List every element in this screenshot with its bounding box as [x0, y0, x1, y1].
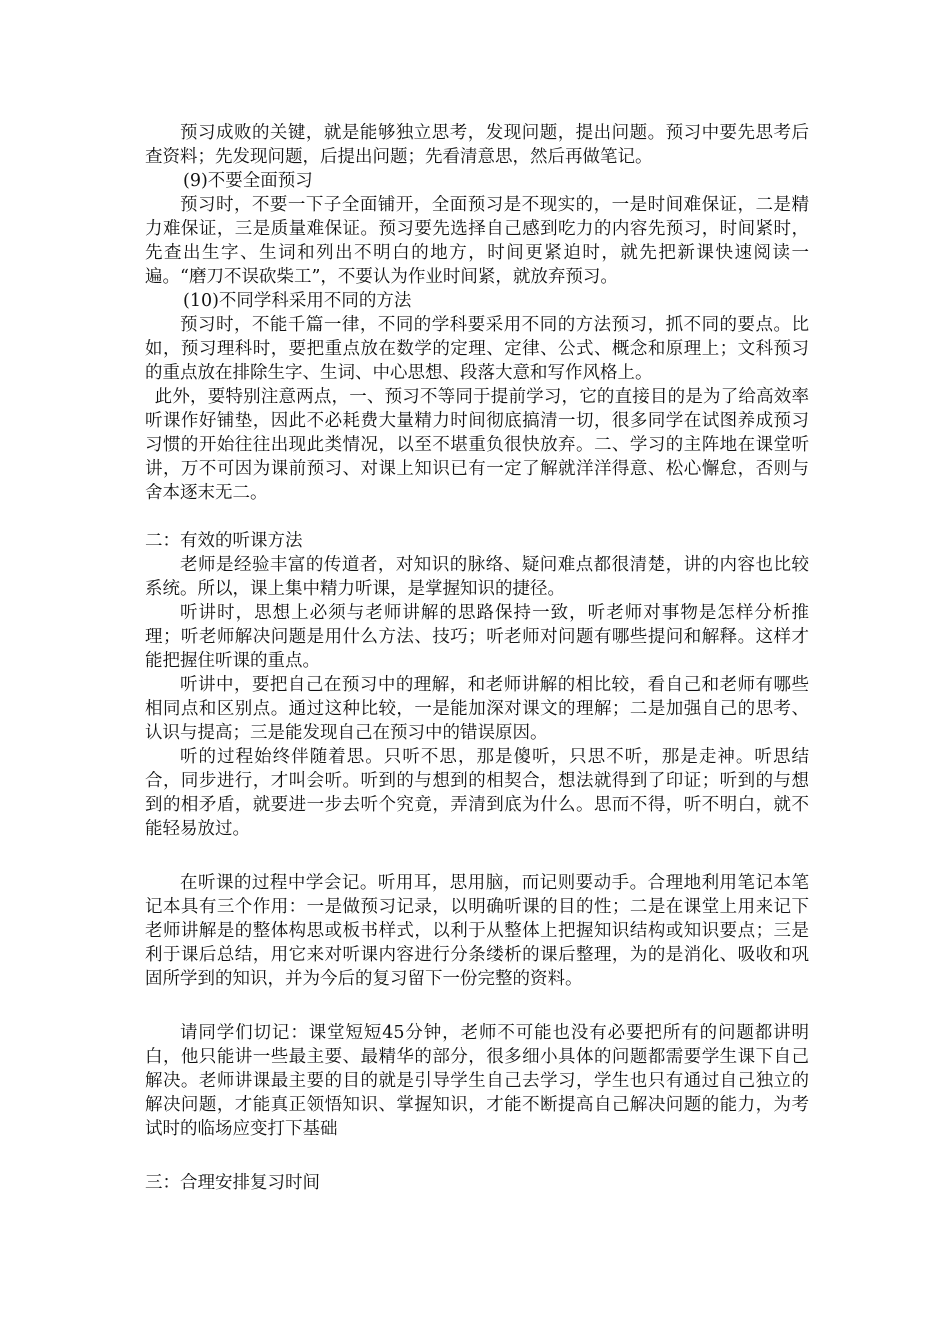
subheading-10: (10)不同学科采用不同的方法 [183, 291, 412, 311]
paragraph-remember: 请同学们切记：课堂短短45分钟，老师不可能也没有必要把所有的问题都讲明白，他只能讲一些最主要、最精华的部分，很多细小具体的问题都需要学生课下自己解决。老师讲课最主要的目的就是引导学生自己去学习，学生也只有通过自己独立的解决问题，才能真正领悟知识、掌握知识，才能不断提高自己解决问题的能力，为考试时的临场应变打下基础 [145, 1023, 809, 1139]
spacer [145, 841, 809, 871]
paragraph-different-subjects: 预习时，不能千篇一律，不同的学科要采用不同的方法预习，抓不同的要点。比如，预习理科时，要把重点放在数学的定理、定律、公式、概念和原理上；文科预习的重点放在排除生字、生词、中心思想、段落大意和写作风格上。 [145, 315, 809, 383]
paragraph-listening-thinking: 听讲时，思想上必须与老师讲解的思路保持一致，听老师对事物是怎样分析推理；听老师解决问题是用什么方法、技巧；听老师对问题有哪些提问和解释。这样才能把握住听课的重点。 [145, 603, 809, 671]
paragraph-notes: 在听课的过程中学会记。听用耳，思用脑，而记则要动手。合理地利用笔记本笔记本具有三个作用：一是做预习记录，以明确听课的目的性；二是在课堂上用来记下老师讲解是的整体构思或板书样式，以利于从整体上把握知识结构或知识要点；三是利于课后总结，用它来对听课内容进行分条缕析的课后整理，为的是消化、吸收和巩固所学到的知识，并为今后的复习留下一份完整的资料。 [145, 873, 809, 989]
paragraph-listen-think: 听的过程始终伴随着思。只听不思，那是傻听，只思不听，那是走神。听思结合，同步进行，才叫会听。听到的与想到的相契合，想法就得到了印证；听到的与想到的相矛盾，就要进一步去听个究竟，弄清到底为什么。思而不得，听不明白，就不能轻易放过。 [145, 747, 809, 839]
spacer [145, 505, 809, 529]
paragraph-preview-not-full: 预习时，不要一下子全面铺开，全面预习是不现实的，一是时间难保证，二是精力难保证，三是质量难保证。预习要先选择自己感到吃力的内容先预习，时间紧时，先查出生字、生词和列出不明白的地方，时间更紧迫时，就先把新课快速阅读一遍。“磨刀不误砍柴工”，不要认为作业时间紧，就放弃预习。 [145, 195, 809, 287]
section-heading-2: 二：有效的听课方法 [145, 531, 303, 551]
section-heading-3: 三：合理安排复习时间 [145, 1173, 320, 1193]
paragraph-two-points: 此外，要特别注意两点，一、预习不等同于提前学习，它的直接目的是为了给高效率听课作好铺垫，因此不必耗费大量精力时间彻底搞清一切，很多同学在试图养成预习习惯的开始往往出现此类情况，以至不堪重负很快放弃。二、学习的主阵地在课堂听讲，万不可因为课前预习、对课上知识已有一定了解就洋洋得意、松心懈怠，否则与舍本逐末无二。 [145, 387, 809, 503]
spacer [145, 1141, 809, 1171]
document-page [145, 121, 809, 1195]
spacer [145, 991, 809, 1021]
subheading-9: (9)不要全面预习 [183, 171, 313, 191]
paragraph-teacher: 老师是经验丰富的传道者，对知识的脉络、疑问难点都很清楚，讲的内容也比较系统。所以，课上集中精力听课，是掌握知识的捷径。 [145, 555, 809, 599]
paragraph-preview-key: 预习成败的关键，就是能够独立思考，发现问题，提出问题。预习中要先思考后查资料；先发现问题，后提出问题；先看清意思，然后再做笔记。 [145, 123, 809, 167]
paragraph-compare: 听讲中，要把自己在预习中的理解，和老师讲解的相比较，看自己和老师有哪些相同点和区别点。通过这种比较，一是能加深对课文的理解；二是加强自己的思考、认识与提高；三是能发现自己在预习中的错误原因。 [145, 675, 809, 743]
